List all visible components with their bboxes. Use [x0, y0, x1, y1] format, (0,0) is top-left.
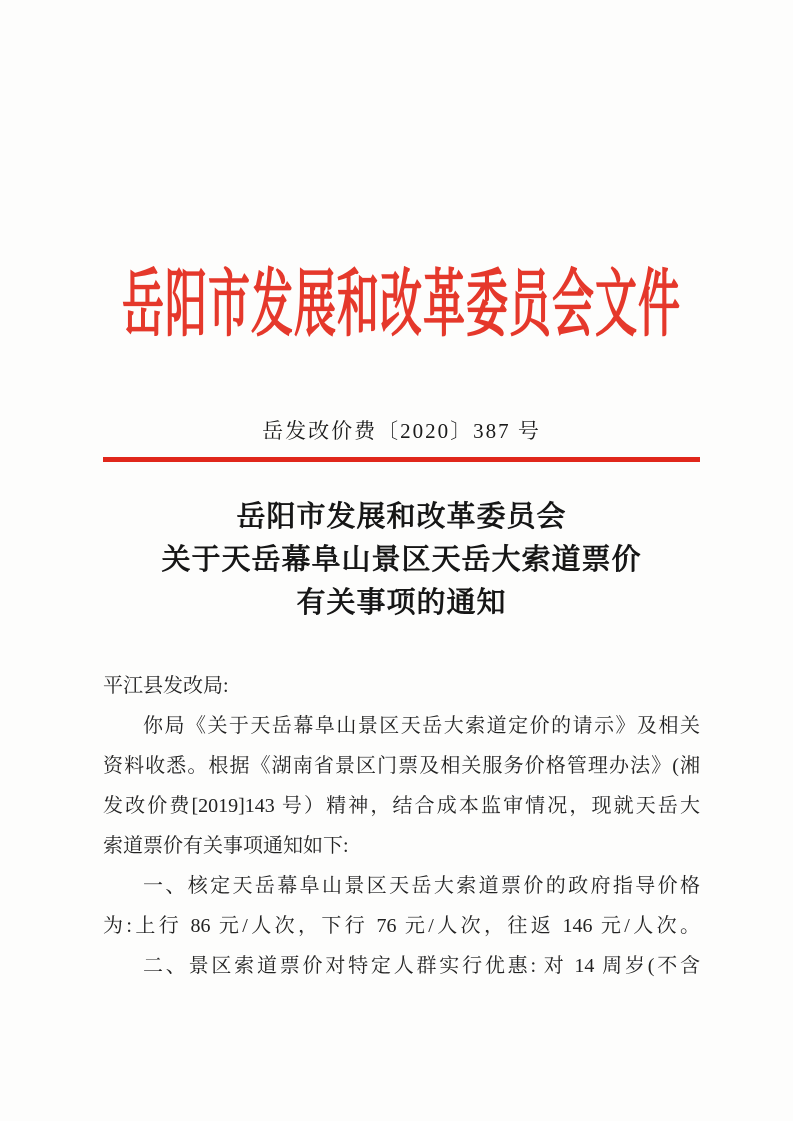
body-line: 你局《关于天岳幕阜山景区天岳大索道定价的请示》及相关: [143, 715, 700, 737]
document-title: [103, 496, 700, 625]
agency-letterhead-title: 岳阳市发展和改革委员会文件: [121, 265, 681, 347]
document-title-line: 有关事项的通知: [296, 587, 507, 619]
document-body: [103, 666, 700, 986]
document-title-line: 岳阳市发展和改革委员会: [236, 501, 567, 533]
body-line: 二、景区索道票价对特定人群实行优惠: 对 14 周岁(不含: [143, 955, 700, 977]
body-line: 为:上行 86 元/人次，下行 76 元/人次，往返 146 元/人次。: [103, 915, 700, 937]
salutation-line: 平江县发改局:: [103, 675, 229, 697]
body-line: 索道票价有关事项通知如下:: [103, 835, 349, 857]
red-divider-rule: [103, 457, 700, 462]
body-line: 一、核定天岳幕阜山景区天岳大索道票价的政府指导价格: [143, 875, 700, 897]
document-title-line: 关于天岳幕阜山景区天岳大索道票价: [161, 544, 642, 576]
body-line: 资料收悉。根据《湖南省景区门票及相关服务价格管理办法》(湘: [103, 755, 700, 777]
body-line: 发改价费[2019]143 号）精神，结合成本监审情况，现就天岳大: [103, 795, 700, 817]
document-number: 岳发改价费〔2020〕387 号: [262, 419, 541, 443]
